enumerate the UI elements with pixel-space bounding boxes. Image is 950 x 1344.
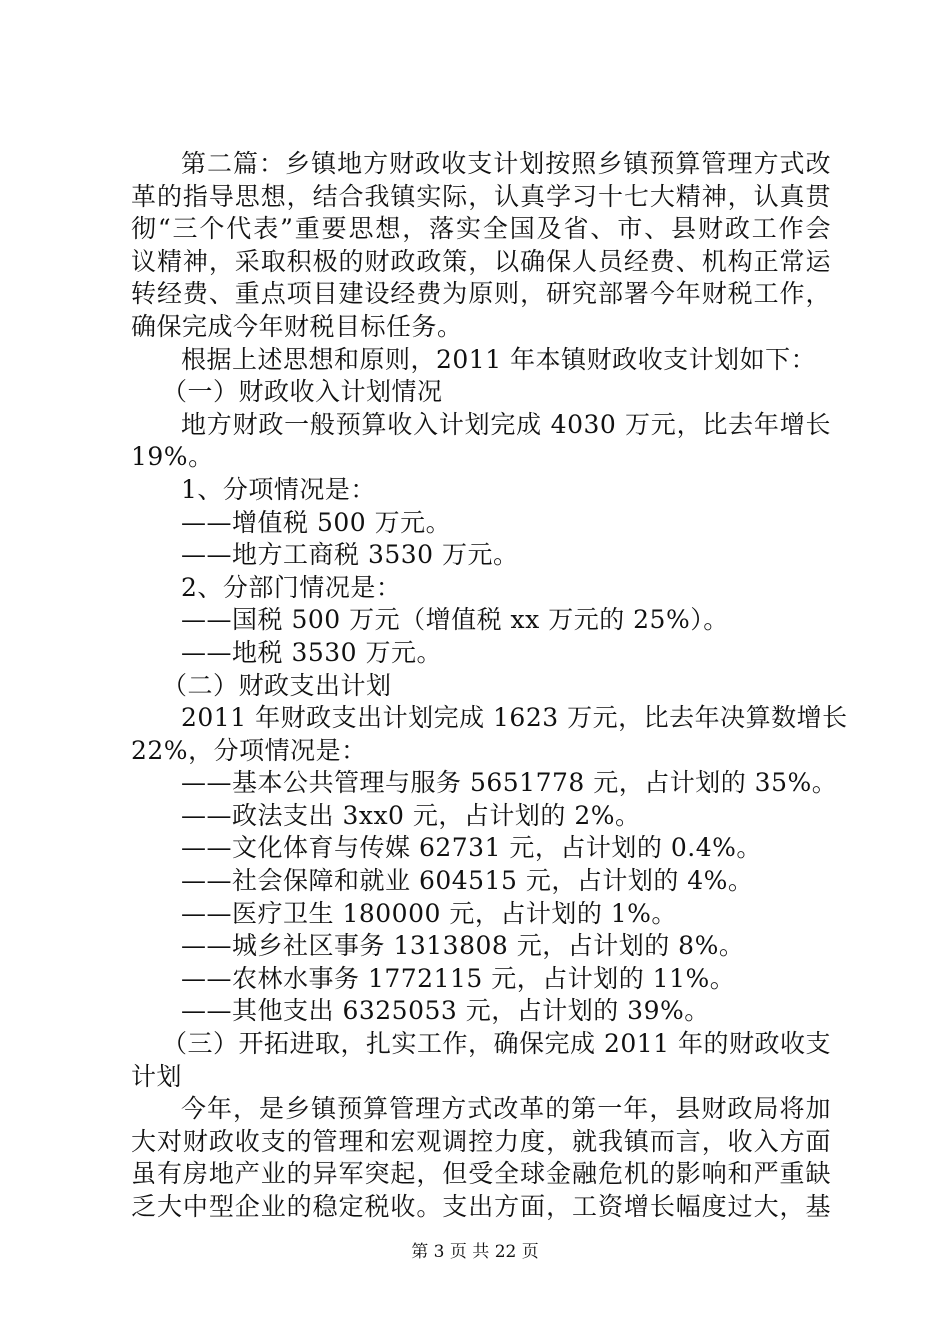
list-item: ——文化体育与传媒 62731 元，占计划的 0.4%。 xyxy=(181,833,762,863)
document-body xyxy=(131,148,848,1224)
text-line: 大对财政收支的管理和宏观调控力度，就我镇而言，收入方面 xyxy=(131,1126,831,1156)
text-line: 乏大中型企业的稳定税收。支出方面，工资增长幅度过大，基 xyxy=(131,1192,831,1221)
section-heading: （一）财政收入计划情况 xyxy=(162,377,443,407)
list-item: ——国税 500 万元（增值税 xx 万元的 25%）。 xyxy=(181,605,729,635)
list-item: ——社会保障和就业 604515 元，占计划的 4%。 xyxy=(181,866,754,896)
text-line: 今年，是乡镇预算管理方式改革的第一年，县财政局将加 xyxy=(181,1094,831,1124)
section-heading: 计划 xyxy=(131,1061,183,1091)
text-line: 22%，分项情况是： xyxy=(131,735,367,765)
text-line: 19%。 xyxy=(131,442,214,472)
text-line: 革的指导思想，结合我镇实际，认真学习十七大精神，认真贯 xyxy=(131,181,831,211)
text-line: 确保完成今年财税目标任务。 xyxy=(131,311,463,341)
text-line: 转经费、重点项目建设经费为原则，研究部署今年财税工作， xyxy=(131,279,831,309)
text-line: 2、分部门情况是： xyxy=(181,572,402,602)
list-item: ——政法支出 3xx0 元，占计划的 2%。 xyxy=(181,800,641,830)
text-line: 1、分项情况是： xyxy=(181,474,376,504)
section-heading: （三）开拓进取，扎实工作，确保完成 2011 年的财政收支 xyxy=(162,1029,832,1059)
text-line: 第二篇：乡镇地方财政收支计划按照乡镇预算管理方式改 xyxy=(181,149,831,178)
list-item: ——其他支出 6325053 元，占计划的 39%。 xyxy=(181,996,710,1026)
section-heading: （二）财政支出计划 xyxy=(162,670,392,700)
list-item: ——医疗卫生 180000 元，占计划的 1%。 xyxy=(181,898,677,928)
list-item: ——地税 3530 万元。 xyxy=(181,637,443,667)
text-line: 彻“三个代表”重要思想，落实全国及省、市、县财政工作会 xyxy=(131,214,831,244)
text-line: 议精神，采取积极的财政政策，以确保人员经费、机构正常运 xyxy=(131,246,831,276)
text-line: 根据上述思想和原则，2011 年本镇财政收支计划如下： xyxy=(181,344,817,374)
list-item: ——农林水事务 1772115 元，占计划的 11%。 xyxy=(181,963,736,993)
text-line: 地方财政一般预算收入计划完成 4030 万元，比去年增长 xyxy=(181,409,831,439)
text-line: 2011 年财政支出计划完成 1623 万元，比去年决算数增长 xyxy=(181,703,848,733)
text-line: 虽有房地产业的异军突起，但受全球金融危机的影响和严重缺 xyxy=(131,1159,831,1189)
list-item: ——基本公共管理与服务 5651778 元，占计划的 35%。 xyxy=(181,768,838,798)
list-item: ——增值税 500 万元。 xyxy=(181,507,452,537)
list-item: ——地方工商税 3530 万元。 xyxy=(181,540,519,570)
page-footer: 第 3 页 共 22 页 xyxy=(411,1242,539,1262)
list-item: ——城乡社区事务 1313808 元，占计划的 8%。 xyxy=(181,931,745,961)
